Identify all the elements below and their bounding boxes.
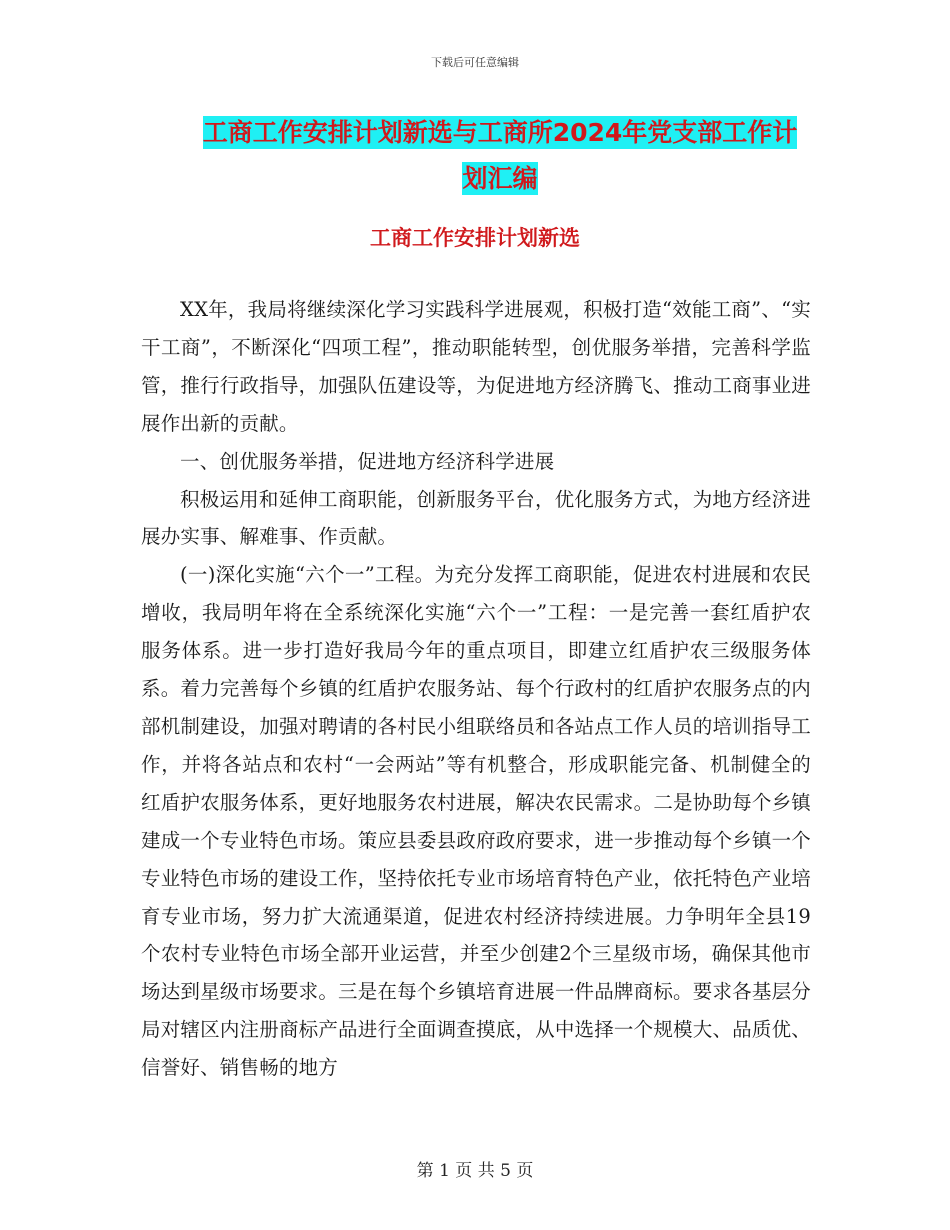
paragraph-six-ones: (一)深化实施“六个一”工程。为充分发挥工商职能，促进农村进展和农民增收，我局明年将在全系统深化实施“六个一”工程：一是完善一套红盾护农服务体系。进一步打造好我局今年的重点项目，即建立红盾护农三级服务体系。着力完善每个乡镇的红盾护农服务站、每个行政村的红盾护农服务点的内部机制建设，加强对聘请的各村民小组联络员和各站点工作人员的培训指导工作，并将各站点和农村“一会两站”等有机整合，形成职能完备、机制健全的红盾护农服务体系，更好地服务农村进展，解决农民需求。二是协助每个乡镇建成一个专业特色市场。策应县委县政府政府要求，进一步推动每个乡镇一个专业特色市场的建设工作，坚持依托专业市场培育特色产业，依托特色产业培育专业市场，努力扩大流通渠道，促进农村经济持续进展。力争明年全县19个农村专业特色市场全部开业运营，并至少创建2个三星级市场，确保其他市场达到星级市场要求。三是在每个乡镇培育进展一件品牌商标。要求各基层分局对辖区内注册商标产品进行全面调查摸底，从中选择一个规模大、品质优、信誉好、销售畅的地方 <box>141 563 811 1080</box>
paragraph-heading-1: 一、创优服务举措，促进地方经济科学进展 <box>180 449 555 473</box>
paragraph-intro: XX年，我局将继续深化学习实践科学进展观，积极打造“效能工商”、“实干工商”，不断深化“四项工程”，推动职能转型，创优服务举措，完善科学监管，推行行政指导，加强队伍建设等，为促进地方经济腾飞、推动工商事业进展作出新的贡献。 <box>141 298 811 435</box>
page-header-note: 下载后可任意编辑 <box>431 56 519 69</box>
section-title: 工商工作安排计划新选 <box>370 226 580 250</box>
document-body <box>141 291 811 1087</box>
document-title-line-1: 工商工作安排计划新选与工商所2024年党支部工作计 <box>202 118 798 147</box>
paragraph-section-1-intro: 积极运用和延伸工商职能，创新服务平台，优化服务方式，为地方经济进展办实事、解难事、作贡献。 <box>141 487 811 549</box>
page-number-footer: 第 1 页 共 5 页 <box>416 1161 534 1181</box>
document-title <box>140 110 860 202</box>
document-title-line-2: 划汇编 <box>462 164 538 193</box>
